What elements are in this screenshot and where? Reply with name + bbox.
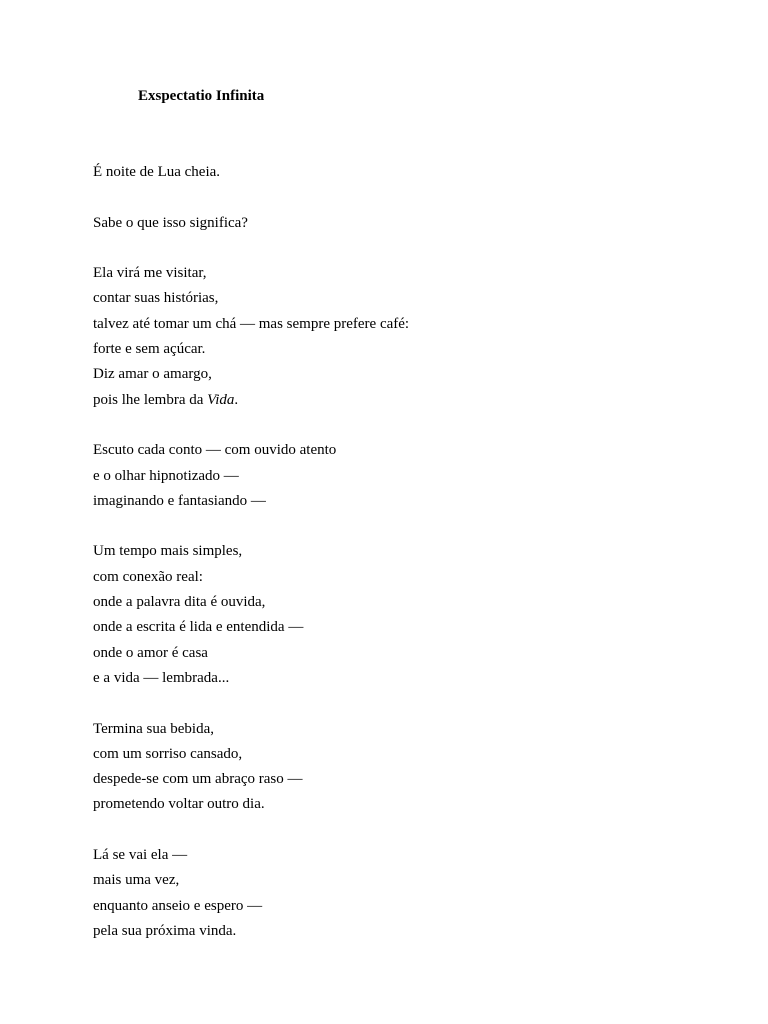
poem-line: despede-se com um abraço raso — (93, 771, 303, 788)
poem-line: Escuto cada conto — com ouvido atento (93, 442, 337, 459)
poem-line: mais uma vez, (93, 872, 180, 889)
poem-line: imaginando e fantasiando — (93, 492, 266, 509)
poem-line: forte e sem açúcar. (93, 341, 206, 358)
poem-line-vida (93, 388, 713, 413)
poem-line: Lá se vai ela — (93, 847, 188, 864)
poem-line-prefix: pois lhe lembra da (93, 391, 208, 408)
stanza-3 (93, 261, 713, 413)
stanza-1 (93, 160, 713, 185)
poem-line: contar suas histórias, (93, 290, 219, 307)
poem-line: onde a escrita é lida e entendida — (93, 619, 304, 636)
poem-line: com conexão real: (93, 568, 203, 585)
poem-line: e o olhar hipnotizado — (93, 467, 239, 484)
stanza-5 (93, 539, 713, 691)
poem-line: talvez até tomar um chá — mas sempre prefere café: (93, 315, 410, 332)
poem-line: Sabe o que isso significa? (93, 214, 248, 231)
poem-body (93, 160, 713, 970)
stanza-2 (93, 211, 713, 236)
poem-line-suffix: . (234, 391, 239, 408)
poem-line: onde a palavra dita é ouvida, (93, 594, 266, 611)
poem-line: e a vida — lembrada... (93, 669, 230, 686)
stanza-4 (93, 438, 713, 514)
poem-line: Termina sua bebida, (93, 720, 214, 737)
poem-line: Diz amar o amargo, (93, 366, 212, 383)
poem-line: com um sorriso cansado, (93, 745, 243, 762)
poem-line-italic-word: Vida (207, 391, 235, 408)
poem-line: Um tempo mais simples, (93, 543, 243, 560)
stanza-7 (93, 843, 713, 944)
poem-line: Ela virá me visitar, (93, 265, 207, 282)
poem-line: onde o amor é casa (93, 644, 208, 661)
poem-line: enquanto anseio e espero — (93, 897, 263, 914)
poem-line: É noite de Lua cheia. (93, 164, 221, 180)
poem-title: Exspectatio Infinita (138, 88, 265, 104)
poem-line: pela sua próxima vinda. (93, 922, 237, 939)
stanza-6 (93, 717, 713, 818)
poem-line: prometendo voltar outro dia. (93, 796, 265, 813)
